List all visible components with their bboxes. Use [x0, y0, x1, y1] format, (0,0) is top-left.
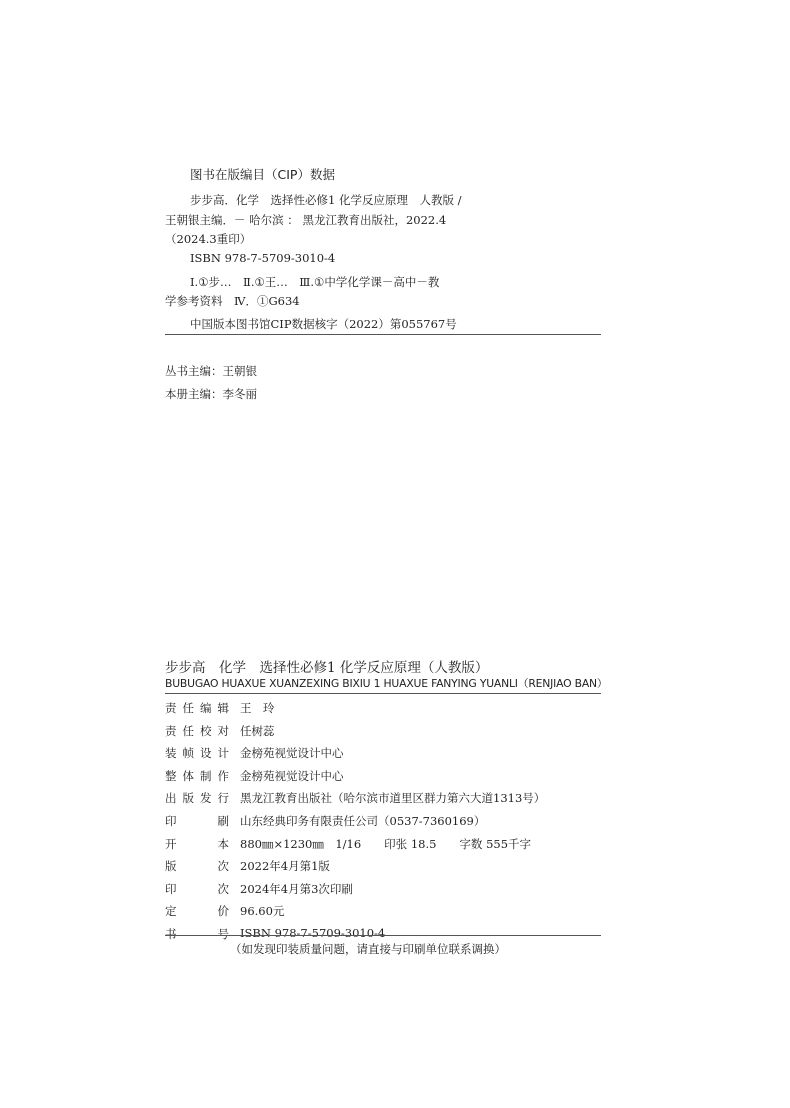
imprint-row-value: 2024年4月第3次印刷: [240, 881, 353, 896]
imprint-row-value: 山东经典印务有限责任公司（0537-7360169）: [240, 814, 486, 828]
imprint-row-value: 王 玲: [240, 701, 275, 715]
imprint-row-label: 责 任 编 辑: [165, 701, 229, 715]
cip-line-reprint: （2024.3重印）: [165, 232, 252, 246]
imprint-row-label: 印 次: [165, 881, 229, 896]
book-title: 步步高 化学 选择性必修1 化学反应原理（人教版）: [165, 660, 489, 676]
imprint-row-value: 96.60元: [240, 904, 285, 919]
imprint-row-value: 任树蕊: [240, 723, 275, 738]
cip-divider: [165, 334, 601, 335]
imprint-row-label: 版 次: [165, 859, 229, 874]
imprint-row-label: 书 号: [165, 927, 229, 941]
imprint-divider-bottom: [165, 935, 601, 936]
volume-editor: 本册主编：李冬丽: [165, 387, 257, 401]
book-title-pinyin: BUBUGAO HUAXUE XUANZEXING BIXIU 1 HUAXUE FANYING YUANLI（RENJIAO BAN）: [165, 677, 608, 690]
imprint-row-value: 金榜苑视觉设计中心: [240, 746, 344, 761]
imprint-divider-top: [165, 693, 601, 694]
imprint-row-label: 出 版 发 行: [165, 791, 229, 806]
cip-line-record-number: 中国版本图书馆CIP数据核字（2022）第055767号: [190, 317, 457, 331]
imprint-row-label: 整 体 制 作: [165, 768, 229, 783]
cip-line-title: 步步高．化学 选择性必修1 化学反应原理 人教版 /: [190, 193, 462, 207]
cip-heading: 图书在版编目（CIP）数据: [190, 167, 335, 182]
cip-line-classification: Ⅰ.①步… Ⅱ.①王… Ⅲ.①中学化学课－高中－教: [190, 275, 440, 289]
imprint-row-label: 开 本: [165, 836, 229, 851]
imprint-row-label: 装 帧 设 计: [165, 746, 229, 761]
quality-notice: （如发现印装质量问题，请直接与印刷单位联系调换）: [230, 942, 506, 956]
cip-line-isbn: ISBN 978-7-5709-3010-4: [190, 251, 336, 265]
imprint-row-value: 2022年4月第1版: [240, 859, 330, 874]
imprint-row-value: 金榜苑视觉设计中心: [240, 768, 344, 783]
series-editor: 丛书主编：王朝银: [165, 364, 257, 378]
imprint-row-value: 880㎜×1230㎜ 1/16 印张 18.5 字数 555千字: [240, 836, 532, 851]
imprint-row-label: 责 任 校 对: [165, 723, 229, 738]
cip-line-publisher: 王朝银主编．－ 哈尔滨 ： 黑龙江教育出版社，2022.4: [165, 213, 447, 227]
cip-line-classification-cont: 学参考资料 Ⅳ．①G634: [165, 294, 300, 308]
imprint-row-value: 黑龙江教育出版社（哈尔滨市道里区群力第六大道1313号）: [240, 791, 546, 806]
imprint-row-value: ISBN 978-7-5709-3010-4: [240, 926, 386, 940]
imprint-row-label: 定 价: [165, 904, 229, 919]
imprint-row-label: 印 刷: [165, 814, 229, 828]
